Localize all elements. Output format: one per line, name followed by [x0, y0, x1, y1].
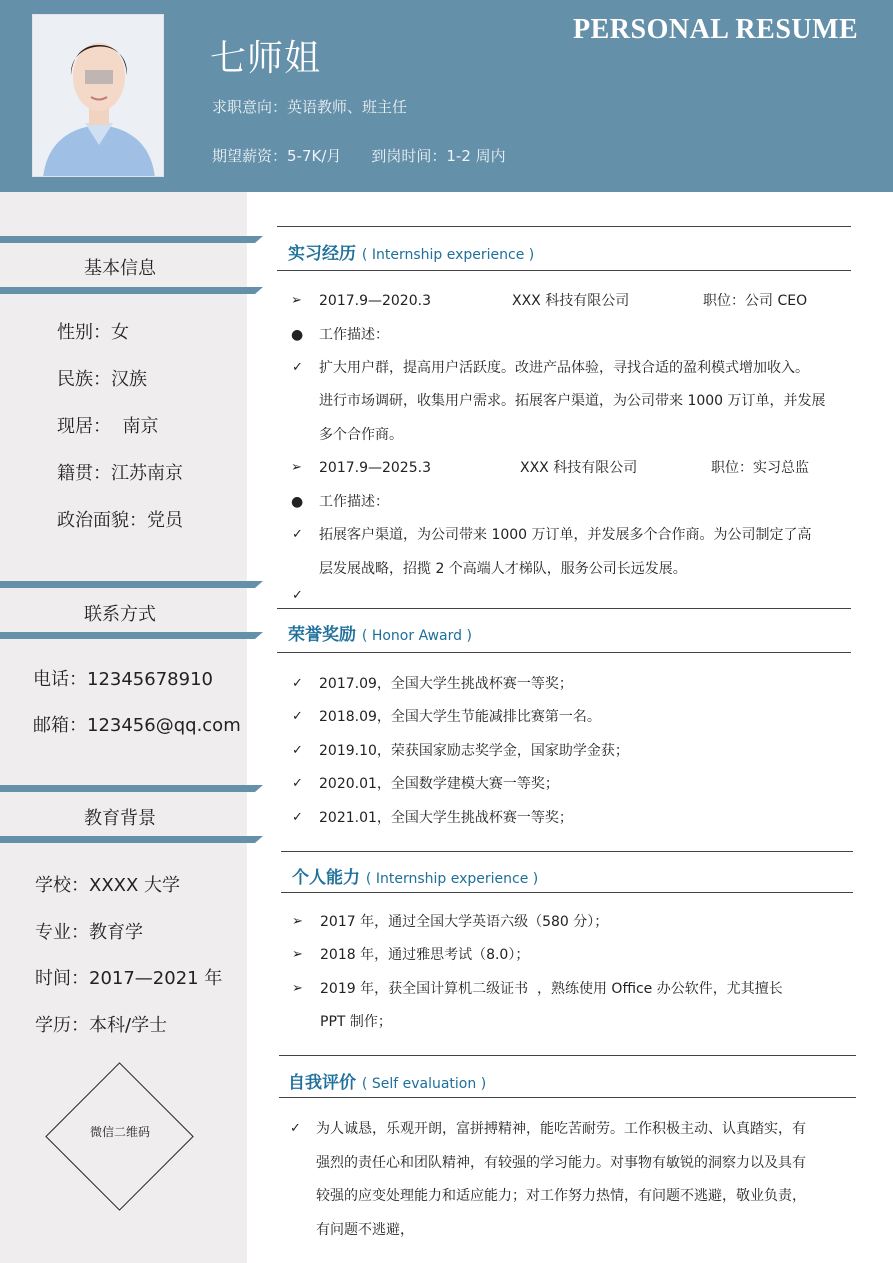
check-icon: ✓ [292, 360, 303, 375]
edu-period: 时间：2017—2021 年 [35, 968, 223, 989]
honor-subtitle: ( Honor Award ) [361, 628, 472, 644]
check-icon: ✓ [292, 588, 303, 603]
edu-school: 学校：XXXX 大学 [35, 875, 181, 896]
divider [277, 226, 851, 227]
dot-icon: ● [291, 327, 304, 343]
job1-desc-line: 扩大用户群，提高用户活跃度。改进产品体验，寻找合适的盈利模式增加收入。 [319, 360, 809, 376]
honor-item: 2018.09，全国大学生节能减排比赛第一名。 [319, 709, 601, 725]
check-icon: ✓ [292, 810, 303, 825]
job1-desc-line: 多个合作商。 [319, 427, 403, 443]
self-heading [288, 1068, 486, 1093]
job2-desc-line: 拓展客户渠道，为公司带来 1000 万订单，并发展多个合作商。为公司制定了高 [319, 527, 812, 543]
education-title: 教育背景 [84, 808, 156, 829]
honor-item: 2021.01，全国大学生挑战杯赛一等奖； [319, 810, 573, 826]
job2-desc-line: 层发展战略，招揽 2 个高端人才梯队，服务公司长远发展。 [319, 561, 687, 577]
divider [277, 608, 851, 609]
salary-arrival-line [212, 145, 506, 166]
dot-icon: ● [291, 494, 304, 510]
check-icon: ✓ [292, 709, 303, 724]
basic-ethnicity: 民族：汉族 [57, 369, 147, 390]
ability-item: 2017 年，通过全国大学英语六级（580 分）； [320, 914, 609, 930]
job2-desc-label: 工作描述： [319, 494, 389, 510]
check-icon: ✓ [290, 1121, 301, 1136]
self-line: 有问题不逃避， [316, 1222, 414, 1238]
edu-degree: 学历：本科/学士 [35, 1015, 168, 1036]
check-icon: ✓ [292, 676, 303, 691]
qr-code-label: 微信二维码 [89, 1125, 150, 1139]
section-bar-top [0, 236, 255, 243]
job2-company: XXX 科技有限公司 [520, 460, 638, 476]
arrival-time: 到岗时间：1-2 周内 [371, 147, 506, 165]
avatar-icon [33, 15, 164, 177]
divider [281, 851, 853, 852]
expected-salary: 期望薪资：5-7K/月 [212, 147, 342, 165]
job1-desc-line: 进行市场调研，收集用户需求。拓展客户渠道，为公司带来 1000 万订单，并发展 [319, 393, 826, 409]
divider [277, 270, 851, 271]
self-title: 自我评价 [288, 1073, 356, 1093]
check-icon: ✓ [292, 776, 303, 791]
job1-desc-label: 工作描述： [319, 327, 389, 343]
honor-title: 荣誉奖励 [288, 625, 356, 645]
honor-heading [288, 620, 472, 645]
basic-info-title: 基本信息 [84, 258, 156, 279]
internship-heading [288, 239, 534, 264]
arrow-icon: ➢ [291, 293, 302, 308]
ability-item: 2018 年，通过雅思考试（8.0）； [320, 947, 530, 963]
ability-subtitle: ( Internship experience ) [365, 871, 539, 887]
job1-company: XXX 科技有限公司 [512, 293, 630, 309]
section-bar-top [0, 785, 255, 792]
ability-item: 2019 年，获全国计算机二级证书 ，熟练使用 Office 办公软件，尤其擅长 [320, 981, 783, 997]
divider [277, 652, 851, 653]
contact-email: 邮箱：123456@qq.com [33, 715, 241, 736]
honor-item: 2020.01，全国数学建模大赛一等奖； [319, 776, 559, 792]
job1-date: 2017.9—2020.3 [319, 293, 431, 309]
divider [281, 892, 853, 893]
check-icon: ✓ [292, 527, 303, 542]
job1-role: 职位：公司 CEO [703, 293, 808, 309]
job2-date: 2017.9—2025.3 [319, 460, 431, 476]
self-line: 为人诚恳，乐观开朗，富拼搏精神，能吃苦耐劳。工作积极主动、认真踏实，有 [316, 1121, 806, 1137]
contact-phone: 电话：12345678910 [33, 669, 213, 690]
basic-hometown: 籍贯：江苏南京 [57, 463, 183, 484]
section-bar-top [0, 581, 255, 588]
arrow-icon: ➢ [292, 947, 303, 962]
section-bar-bottom [0, 632, 255, 639]
basic-residence: 现居： 南京 [57, 416, 159, 437]
section-bar-bottom [0, 287, 255, 294]
job-intent: 求职意向：英语教师、班主任 [212, 98, 408, 116]
self-line: 强烈的责任心和团队精神，有较强的学习能力。对事物有敏锐的洞察力以及具有 [316, 1155, 806, 1171]
edu-major: 专业：教育学 [35, 922, 143, 943]
arrow-icon: ➢ [292, 914, 303, 929]
resume-title: PERSONAL RESUME [573, 14, 859, 45]
basic-gender: 性别：女 [57, 322, 129, 343]
divider [279, 1097, 856, 1098]
basic-political: 政治面貌：党员 [57, 510, 183, 531]
header-banner [0, 0, 893, 192]
arrow-icon: ➢ [291, 460, 302, 475]
ability-item-cont: PPT 制作； [320, 1014, 392, 1030]
ability-heading [292, 863, 538, 888]
job2-role: 职位：实习总监 [711, 460, 809, 476]
profile-photo [32, 14, 164, 177]
honor-item: 2017.09，全国大学生挑战杯赛一等奖； [319, 676, 573, 692]
self-subtitle: ( Self evaluation ) [361, 1076, 487, 1092]
section-bar-bottom [0, 836, 255, 843]
internship-subtitle: ( Internship experience ) [361, 247, 535, 263]
internship-title: 实习经历 [288, 244, 356, 264]
divider [279, 1055, 856, 1056]
candidate-name: 七师姐 [210, 38, 322, 79]
self-line: 较强的应变处理能力和适应能力；对工作努力热情，有问题不逃避，敬业负责， [316, 1188, 806, 1204]
ability-title: 个人能力 [292, 868, 360, 888]
contact-title: 联系方式 [84, 604, 156, 625]
arrow-icon: ➢ [292, 981, 303, 996]
check-icon: ✓ [292, 743, 303, 758]
honor-item: 2019.10，荣获国家励志奖学金，国家助学金获； [319, 743, 629, 759]
